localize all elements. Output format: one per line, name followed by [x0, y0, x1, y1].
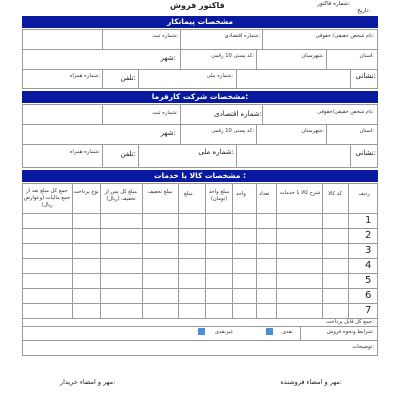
- buyer-name-label: نام شخص حقیقی/حقوقی:: [317, 109, 374, 115]
- noncash-label: غیرنقدی: [215, 329, 233, 335]
- col-unit-price: مبلغ واحد (تومان): [208, 189, 230, 202]
- noncash-checkbox[interactable]: [198, 328, 205, 335]
- date-label: تاریخ:: [357, 8, 370, 14]
- seller-province-label: استان:: [359, 53, 374, 59]
- col-description: شرح کالا یا خدمات: [279, 190, 321, 196]
- row-number: 7: [365, 305, 372, 316]
- seller-economic-code-label: شماره اقتصادی:: [224, 33, 260, 39]
- row-number: 5: [365, 275, 372, 286]
- buyer-national-id-label: شماره ملی:: [198, 148, 234, 156]
- seller-header: مشخصات پیمانکار: [22, 16, 378, 28]
- buyer-city-label: شهرستان:: [301, 128, 324, 134]
- row-number: 6: [365, 290, 372, 301]
- seller-postal-code-label: کد پستی 10 رقمی:: [211, 53, 254, 59]
- row-number: 2: [365, 230, 372, 241]
- buyer-postal-code-label: کد پستی 10 رقمی:: [211, 128, 254, 134]
- buyer-reg-number-label: شماره ثبت:: [152, 110, 178, 116]
- col-total: جمع کل مبلغ بعد از جمع مالیات (وعوارض ریال): [23, 188, 71, 208]
- row-number: 4: [365, 260, 372, 271]
- seller-mobile-label: شماره همراه:: [69, 73, 100, 79]
- col-payment-type: نوع پرداخت: [73, 189, 99, 195]
- buyer-phone-label: تلفن:: [120, 150, 136, 158]
- seller-phone-label: تلفن:: [120, 74, 136, 82]
- cash-label: نقدی: [282, 329, 293, 335]
- row-number: 1: [365, 215, 372, 226]
- sum-label: جمع کل قابل پرداخت:: [326, 319, 374, 325]
- seller-address-label: نشانی:: [355, 72, 376, 80]
- buyer-province-label: استان:: [359, 128, 374, 134]
- seller-name-label: نام شخص حقیقی/ حقوقی:: [315, 33, 374, 39]
- items-header: مشخصات کالا یا خدمات :: [22, 170, 378, 182]
- buyer-mobile-label: شماره همراه:: [69, 149, 100, 155]
- invoice-number-label: شماره فاکتور:: [317, 1, 350, 7]
- col-discount: مبلغ تخفیف: [147, 189, 173, 195]
- cash-checkbox[interactable]: [266, 328, 273, 335]
- col-after-discount: مبلغ کل پس از تخفیف (ریال): [104, 189, 138, 202]
- buyer-economic-code-label: شماره اقتصادی:: [214, 110, 262, 118]
- invoice-title: فاکتور فروش: [170, 1, 225, 10]
- seller-reg-number-label: شماره ثبت:: [152, 33, 178, 39]
- seller-signature-label: مهر و امضاء فروشنده:: [280, 378, 342, 386]
- notes-label: توضیحات:: [352, 344, 374, 350]
- buyer-town-label: شهر:: [160, 129, 176, 137]
- col-quantity: تعداد: [259, 191, 270, 197]
- seller-city-label: شهرستان:: [301, 53, 324, 59]
- seller-town-label: شهر:: [160, 54, 176, 62]
- col-code: کد کالا: [328, 191, 342, 197]
- buyer-address-label: نشانی:: [355, 149, 376, 157]
- buyer-signature-label: مهر و امضاء خریدار:: [60, 378, 116, 386]
- col-row: ردیف: [358, 191, 370, 197]
- seller-national-id-label: شماره ملی:: [206, 73, 233, 79]
- buyer-header: مشخصات شرکت کارفرما:: [22, 91, 378, 103]
- row-number: 3: [365, 245, 372, 256]
- terms-label: شرایط ونحوه فروش:: [327, 329, 374, 335]
- col-unit: واحد: [236, 191, 246, 197]
- col-amount: مبلغ: [184, 191, 193, 197]
